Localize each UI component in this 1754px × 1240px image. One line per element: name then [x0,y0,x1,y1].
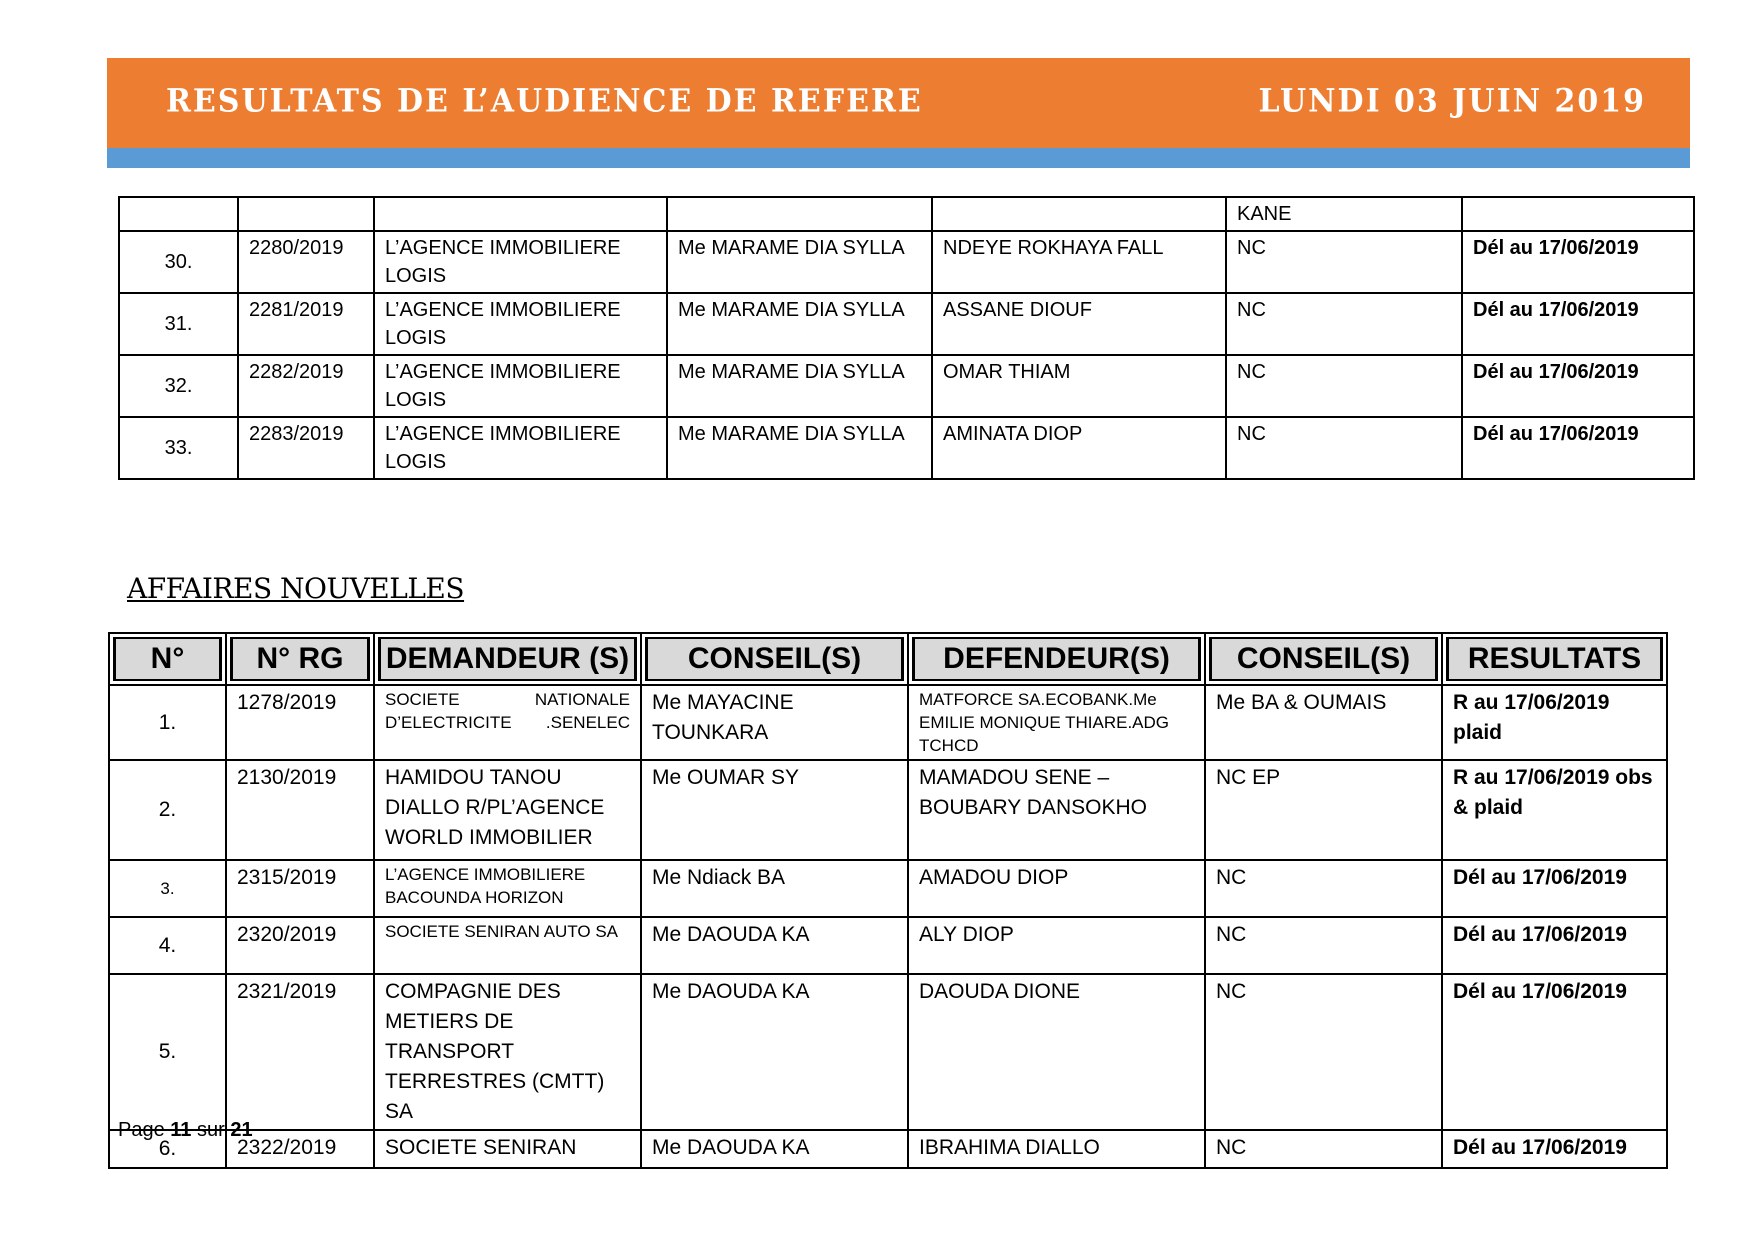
new-cases-table [108,632,1668,1169]
cell-conseil-def: NC [1226,231,1462,293]
cell-defendeur: OMAR THIAM [932,355,1226,417]
column-header-defendeur: DEFENDEUR(S) [908,633,1205,685]
cell-rg: 2315/2019 [226,860,374,917]
cell-empty [374,197,667,231]
cell-defendeur: MAMADOU SENE – BOUBARY DANSOKHO [908,760,1205,860]
cell-conseil: Me MARAME DIA SYLLA [667,293,932,355]
cell-empty [1462,197,1694,231]
cell-n: 6. [109,1130,226,1168]
cell-demandeur: L’AGENCE IMMOBILIERE LOGIS [374,293,667,355]
cell-resultat: Dél au 17/06/2019 [1462,417,1694,479]
cell-conseil-def: KANE [1226,197,1462,231]
cell-conseil: Me MARAME DIA SYLLA [667,355,932,417]
table-row [109,974,1667,1130]
cell-n: 1. [109,685,226,760]
cell-rg: 1278/2019 [226,685,374,760]
cell-conseil: Me MARAME DIA SYLLA [667,417,932,479]
cell-n: 5. [109,974,226,1130]
cell-conseil: Me DAOUDA KA [641,1130,908,1168]
column-header-conseil-def: CONSEIL(S) [1205,633,1442,685]
cell-resultat: Dél au 17/06/2019 [1462,293,1694,355]
cell-defendeur: MATFORCE SA.ECOBANK.Me EMILIE MONIQUE THIARE.ADG TCHCD [908,685,1205,760]
cell-rg: 2320/2019 [226,917,374,974]
cell-defendeur: ALY DIOP [908,917,1205,974]
column-header-resultats: RESULTATS [1442,633,1667,685]
cell-rg: 2322/2019 [226,1130,374,1168]
cell-resultat: R au 17/06/2019 obs & plaid [1442,760,1667,860]
cell-demandeur: L’AGENCE IMMOBILIERE LOGIS [374,417,667,479]
cell-rg: 2280/2019 [238,231,374,293]
table-row [119,293,1694,355]
cell-n: 31. [119,293,238,355]
cell-resultat: Dél au 17/06/2019 [1442,974,1667,1130]
page-label: Page [118,1119,165,1141]
cell-demandeur: L’AGENCE IMMOBILIERE LOGIS [374,355,667,417]
column-header-conseil: CONSEIL(S) [641,633,908,685]
cell-conseil: Me MAYACINE TOUNKARA [641,685,908,760]
cell-conseil: Me MARAME DIA SYLLA [667,231,932,293]
section-heading: AFFAIRES NOUVELLES [127,572,465,605]
cell-n: 3. [109,860,226,917]
cell-resultat: R au 17/06/2019 plaid [1442,685,1667,760]
cell-resultat: Dél au 17/06/2019 [1462,231,1694,293]
header-stripe [107,148,1690,168]
cell-rg: 2321/2019 [226,974,374,1130]
hearing-date: LUNDI 03 JUIN 2019 [1258,83,1646,120]
cell-conseil-def: NC [1205,974,1442,1130]
cell-rg: 2283/2019 [238,417,374,479]
cell-demandeur: SOCIETE SENIRAN AUTO SA [374,917,641,974]
page-current: 11 [170,1119,192,1141]
cell-defendeur: ASSANE DIOUF [932,293,1226,355]
page-title: RESULTATS DE L’AUDIENCE DE REFERE [166,83,923,120]
cell-n: 2. [109,760,226,860]
cell-demandeur: SOCIETE NATIONALE D’ELECTRICITE .SENELEC [374,685,641,760]
cell-n: 33. [119,417,238,479]
column-header-n: N° [109,633,226,685]
column-header-demandeur: DEMANDEUR (S) [374,633,641,685]
table-row [109,917,1667,974]
cell-conseil-def: Me BA & OUMAIS [1205,685,1442,760]
page-total: 21 [230,1119,253,1141]
cell-defendeur: NDEYE ROKHAYA FALL [932,231,1226,293]
cell-conseil-def: NC [1226,417,1462,479]
table-row [109,685,1667,760]
cell-n: 30. [119,231,238,293]
cell-rg: 2281/2019 [238,293,374,355]
cell-conseil: Me OUMAR SY [641,760,908,860]
cell-conseil: Me DAOUDA KA [641,974,908,1130]
cell-defendeur: AMINATA DIOP [932,417,1226,479]
cell-conseil: Me DAOUDA KA [641,917,908,974]
cell-conseil-def: NC [1205,917,1442,974]
cell-defendeur: IBRAHIMA DIALLO [908,1130,1205,1168]
table-row [119,417,1694,479]
cell-conseil-def: NC [1226,293,1462,355]
cell-demandeur: COMPAGNIE DES METIERS DE TRANSPORT TERRESTRES (CMTT) SA [374,974,641,1130]
cell-demandeur: L’AGENCE IMMOBILIERE LOGIS [374,231,667,293]
page-footer [118,1119,253,1142]
cell-demandeur: HAMIDOU TANOU DIALLO R/PL’AGENCE WORLD IMMOBILIER [374,760,641,860]
cell-resultat: Dél au 17/06/2019 [1442,917,1667,974]
cell-conseil: Me Ndiack BA [641,860,908,917]
table-row [119,231,1694,293]
page-sep: sur [197,1119,225,1141]
table-row [119,355,1694,417]
cell-empty [238,197,374,231]
cell-conseil-def: NC [1205,1130,1442,1168]
cell-empty [119,197,238,231]
cell-empty [932,197,1226,231]
column-header-rg: N° RG [226,633,374,685]
cell-rg: 2130/2019 [226,760,374,860]
cell-n: 32. [119,355,238,417]
cell-conseil-def: NC [1205,860,1442,917]
table-row-partial [119,197,1694,231]
continued-cases-table [118,196,1695,480]
cell-conseil-def: NC [1226,355,1462,417]
cell-resultat: Dél au 17/06/2019 [1442,1130,1667,1168]
cell-empty [667,197,932,231]
cell-defendeur: AMADOU DIOP [908,860,1205,917]
cell-defendeur: DAOUDA DIONE [908,974,1205,1130]
cell-rg: 2282/2019 [238,355,374,417]
table-row [109,1130,1667,1168]
cell-demandeur: L’AGENCE IMMOBILIERE BACOUNDA HORIZON [374,860,641,917]
cell-n: 4. [109,917,226,974]
cell-conseil-def: NC EP [1205,760,1442,860]
cell-resultat: Dél au 17/06/2019 [1442,860,1667,917]
cell-resultat: Dél au 17/06/2019 [1462,355,1694,417]
table-header-row [109,633,1667,685]
table-row [109,860,1667,917]
cell-demandeur: SOCIETE SENIRAN [374,1130,641,1168]
table-row [109,760,1667,860]
